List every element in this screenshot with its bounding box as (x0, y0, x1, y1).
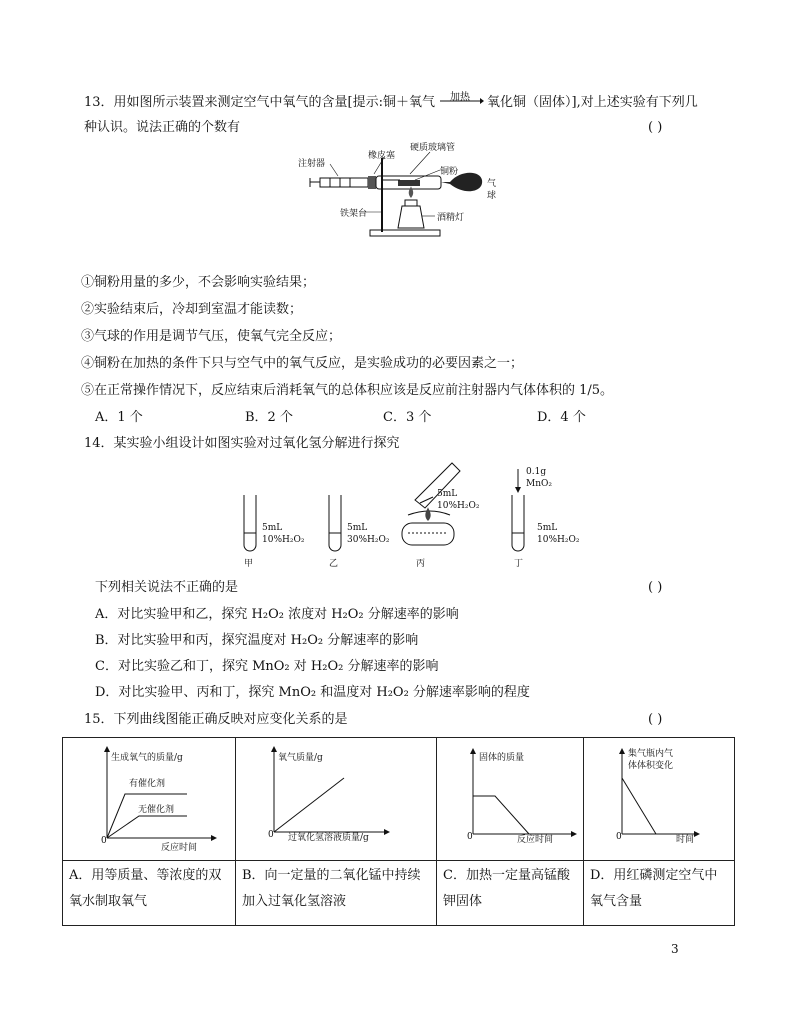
tube1-volume: 5mL (262, 523, 283, 533)
tube4-volume: 5mL (537, 523, 558, 533)
q14-option-c[interactable]: C．对比实验乙和丁，探究 MnO₂ 对 H₂O₂ 分解速率的影响 (95, 659, 439, 674)
q13-item-1: ①铜粉用量的多少，不会影响实验结果； (81, 275, 316, 290)
graph-a-origin: 0 (101, 836, 107, 846)
q13-option-a[interactable]: A．1 个 (95, 410, 143, 425)
mno2-mass: 0.1g (526, 467, 547, 477)
graph-b-caption[interactable]: B．向一定量的二氧化锰中持续加入过氧化氢溶液 (236, 861, 437, 926)
graph-c-origin: 0 (467, 832, 473, 842)
graph-a-caption[interactable]: A．用等质量、等浓度的双氧水制取氧气 (63, 861, 236, 926)
q13-item-2: ②实验结束后，冷却到室温才能读数； (81, 302, 303, 317)
graph-d-ylabel-2: 体体积变化 (628, 761, 674, 771)
tube3-solution: 10%H₂O₂ (437, 501, 480, 511)
q13-option-d[interactable]: D．4 个 (537, 410, 586, 425)
label-stopper: 橡皮塞 (368, 151, 396, 161)
label-balloon-1: 气 (487, 179, 497, 189)
graph-b-xlabel: 过氧化氢溶液质量/g (288, 833, 369, 843)
q13-stem-part1: 13．用如图所示装置来测定空气中氧气的含量[提示:铜＋氧气 (84, 95, 435, 110)
tube1-name: 甲 (244, 559, 254, 569)
label-lamp: 酒精灯 (437, 213, 465, 223)
tube2-solution: 30%H₂O₂ (347, 535, 390, 545)
label-tube: 硬质玻璃管 (410, 143, 456, 153)
graph-b-origin: 0 (268, 830, 274, 840)
tube3-volume: 5mL (437, 489, 458, 499)
graph-a-curve2: 无催化剂 (138, 805, 175, 815)
tube1-solution: 10%H₂O₂ (262, 535, 305, 545)
tube4-name: 丁 (514, 559, 524, 569)
tube3-name: 丙 (416, 559, 426, 569)
q15-stem: 15．下列曲线图能正确反映对应变化关系的是 (84, 712, 348, 727)
graph-d-xlabel: 时间 (676, 835, 695, 845)
graph-c-ylabel: 固体的质量 (479, 753, 525, 763)
label-balloon-2: 球 (487, 191, 497, 201)
graph-c-xlabel: 反应时间 (517, 835, 554, 845)
graph-a-cell (63, 738, 236, 861)
graph-a-curve1: 有催化剂 (129, 779, 166, 789)
tube2-volume: 5mL (347, 523, 368, 533)
label-copper: 铜粉 (440, 167, 459, 177)
graph-c-caption[interactable]: C．加热一定量高锰酸钾固体 (437, 861, 584, 926)
arrow-icon (440, 88, 484, 108)
arrow-label: 加热 (450, 92, 470, 103)
q13-apparatus-figure (290, 140, 500, 240)
q14-tubes-figure (230, 455, 590, 570)
mno2-label: MnO₂ (526, 479, 552, 489)
q14-option-a[interactable]: A．对比实验甲和乙，探究 H₂O₂ 浓度对 H₂O₂ 分解速率的影响 (95, 607, 459, 622)
q13-item-5: ⑤在正常操作情况下，反应结束后消耗氧气的总体积应该是反应前注射器内气体体积的 1/5。 (81, 383, 614, 398)
q13-option-b[interactable]: B．2 个 (245, 410, 293, 425)
q13-item-4: ④铜粉在加热的条件下只与空气中的氧气反应，是实验成功的必要因素之一； (81, 356, 524, 371)
label-syringe: 注射器 (298, 159, 326, 169)
q14-answer-blank[interactable]: ( ) (648, 580, 663, 595)
graph-a-ylabel: 生成氧气的质量/g (111, 753, 183, 763)
q14-stem: 14．某实验小组设计如图实验对过氧化氢分解进行探究 (84, 436, 400, 451)
q13-option-c[interactable]: C．3 个 (383, 410, 432, 425)
q14-question: 下列相关说法不正确的是 (95, 580, 239, 595)
graph-d-origin: 0 (616, 832, 622, 842)
graph-d-caption[interactable]: D．用红磷测定空气中氧气含量 (584, 861, 735, 926)
tube4-solution: 10%H₂O₂ (537, 535, 580, 545)
q13-answer-blank[interactable]: ( ) (648, 120, 663, 135)
graph-a-xlabel: 反应时间 (161, 843, 198, 853)
graph-c-cell (437, 738, 584, 861)
q14-option-b[interactable]: B．对比实验甲和丙，探究温度对 H₂O₂ 分解速率的影响 (95, 633, 419, 648)
tube2-name: 乙 (329, 559, 339, 569)
graph-d-ylabel-1: 集气瓶内气 (628, 749, 674, 759)
page-number: 3 (671, 942, 679, 956)
graph-b-ylabel: 氧气质量/g (278, 753, 323, 763)
q13-stem-line2: 种认识。说法正确的个数有 (84, 120, 241, 135)
q15-graph-table (62, 737, 735, 926)
q13-item-3: ③气球的作用是调节气压，使氧气完全反应； (81, 329, 342, 344)
q15-answer-blank[interactable]: ( ) (648, 712, 663, 727)
q14-option-d[interactable]: D．对比实验甲、丙和丁，探究 MnO₂ 和温度对 H₂O₂ 分解速率影响的程度 (95, 685, 530, 700)
reaction-arrow (440, 88, 484, 108)
graph-b-cell (236, 738, 437, 861)
graph-d-cell (584, 738, 735, 861)
q13-stem-part2: 氧化铜（固体）],对上述实验有下列几 (487, 95, 698, 110)
label-stand: 铁架台 (340, 209, 368, 219)
